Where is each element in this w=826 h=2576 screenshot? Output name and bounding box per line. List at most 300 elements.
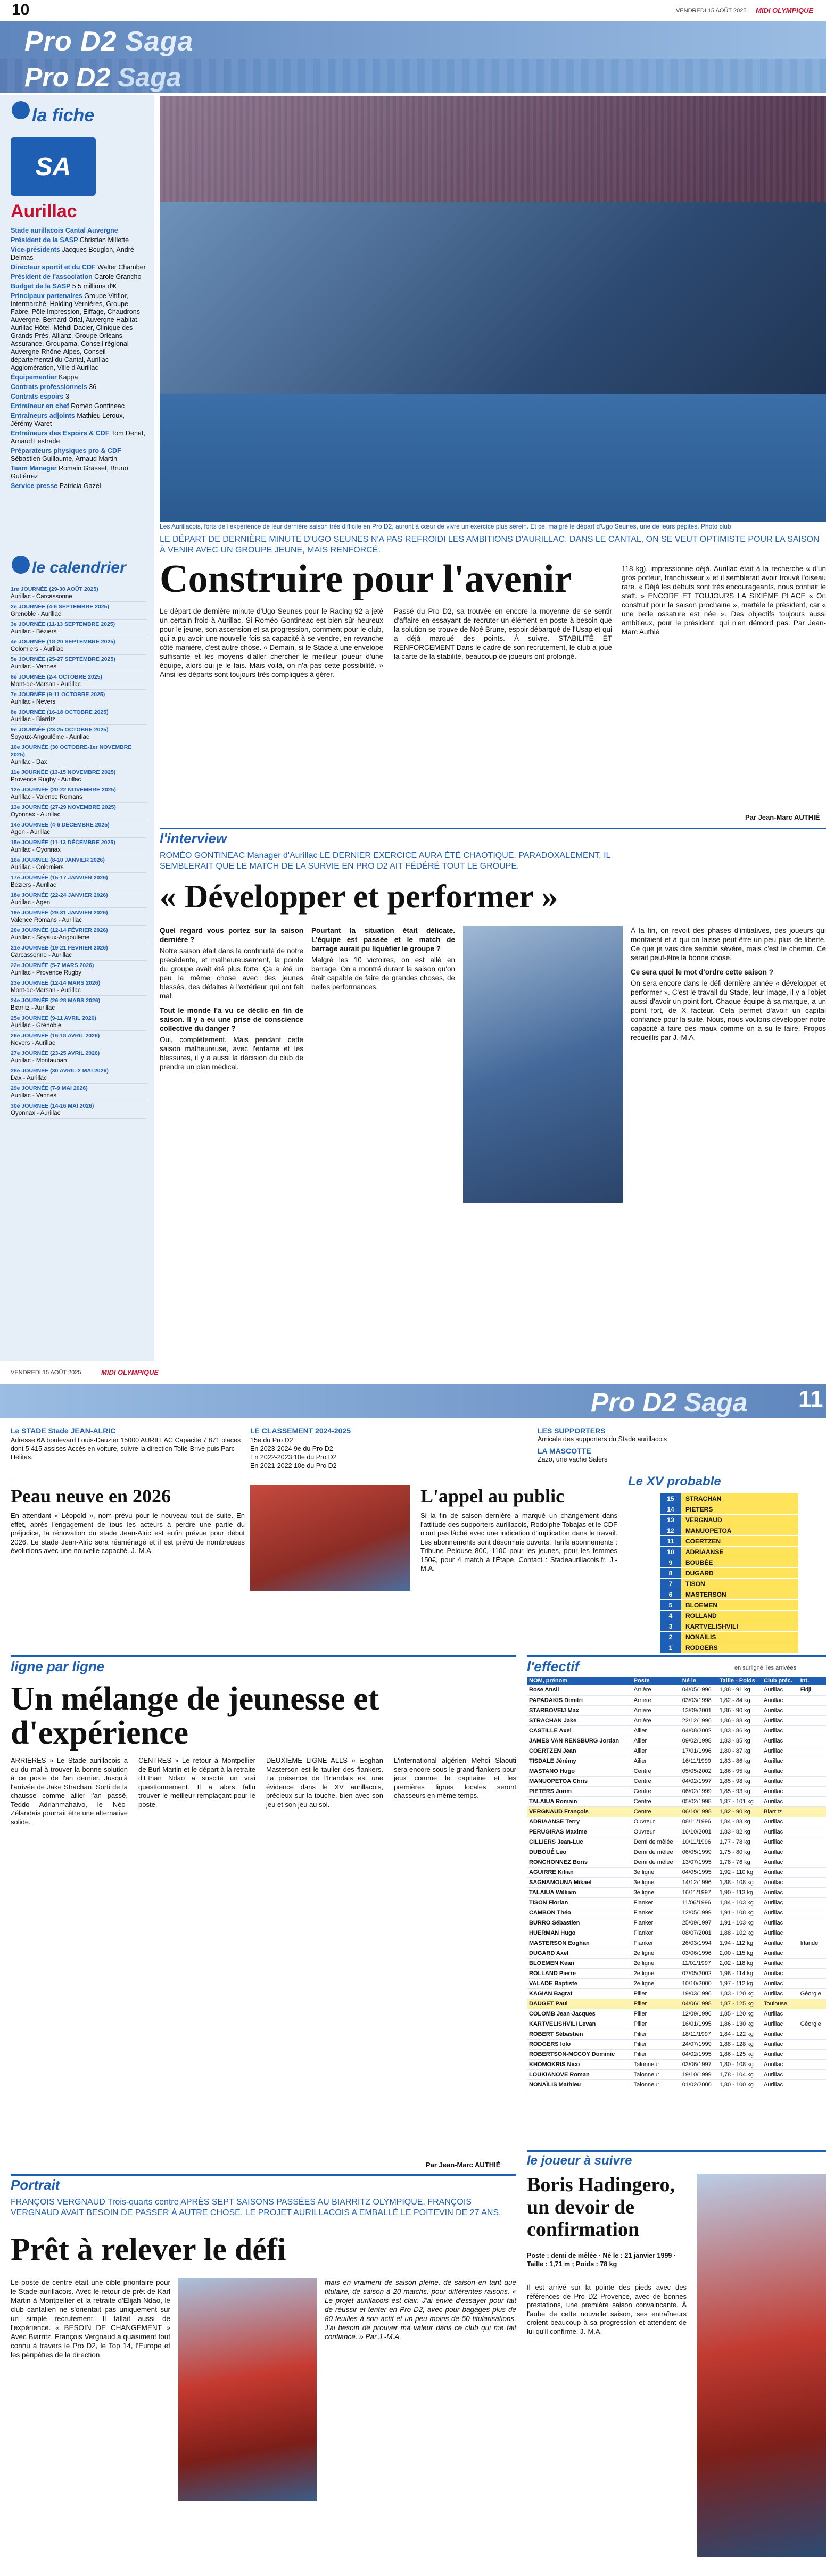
table-cell: 14/12/1996 bbox=[680, 1877, 717, 1887]
calendar-match: Aurillac - Colomiers bbox=[11, 864, 64, 871]
table-row bbox=[527, 1847, 826, 1857]
calendar-day: 1re JOURNÉE (29-30 AOÛT 2025) bbox=[11, 586, 98, 592]
effectif-header: Taille - Poids bbox=[717, 1677, 762, 1685]
calendar-match: Aurillac - Agen bbox=[11, 899, 51, 906]
table-cell: 11/06/1996 bbox=[680, 1897, 717, 1908]
table-row bbox=[527, 1705, 826, 1715]
fiche-item-label: Team Manager bbox=[11, 465, 59, 472]
table-cell: VERGNAUD François bbox=[527, 1806, 632, 1817]
table-cell bbox=[798, 1857, 826, 1867]
table-cell bbox=[798, 1968, 826, 1978]
calendar-row bbox=[11, 655, 146, 672]
table-cell: STRACHAN Jake bbox=[527, 1715, 632, 1725]
table-cell: 1,84 - 88 kg bbox=[717, 1817, 762, 1827]
table-cell bbox=[798, 2039, 826, 2049]
fiche-item bbox=[11, 465, 146, 481]
team-photo bbox=[160, 96, 826, 522]
table-cell: Demi de mêlée bbox=[632, 1847, 680, 1857]
table-cell: Talonneur bbox=[632, 2069, 680, 2079]
newspaper-name: MIDI OLYMPIQUE bbox=[756, 6, 814, 14]
xv-player: DUGARD bbox=[681, 1568, 798, 1578]
table-cell bbox=[798, 1746, 826, 1756]
table-row bbox=[527, 1887, 826, 1897]
table-cell: Centre bbox=[632, 1806, 680, 1817]
player-photo bbox=[697, 2174, 826, 2557]
table-cell: Centre bbox=[632, 1766, 680, 1776]
effectif-note: en surligné, les arrivées bbox=[734, 1665, 797, 1671]
table-cell: 3e ligne bbox=[632, 1887, 680, 1897]
table-cell: ROLLAND Pierre bbox=[527, 1968, 632, 1978]
calendar-match: Aurillac - Soyaux-Angoulême bbox=[11, 935, 90, 941]
calendar-match: Aurillac - Vannes bbox=[11, 1093, 57, 1099]
table-cell bbox=[798, 1978, 826, 1988]
table-cell: Pilier bbox=[632, 1999, 680, 2009]
calendar-row bbox=[11, 1013, 146, 1031]
xv-player: MASTERSON bbox=[681, 1589, 798, 1599]
table-row bbox=[527, 1978, 826, 1988]
calendar-match: Dax - Aurillac bbox=[11, 1075, 47, 1081]
xv-row bbox=[660, 1611, 798, 1621]
effectif-table-wrap bbox=[527, 1677, 826, 2090]
calendar-day: 7e JOURNÉE (9-11 OCTOBRE 2025) bbox=[11, 691, 105, 698]
effectif-header: Club préc. bbox=[762, 1677, 798, 1685]
table-cell: Pilier bbox=[632, 2009, 680, 2019]
interview-label: l'interview bbox=[160, 830, 227, 846]
fiche-item-label: Président de l'association bbox=[11, 273, 95, 280]
calendar-match: Nevers - Aurillac bbox=[11, 1040, 55, 1046]
table-cell: Aurillac bbox=[762, 1827, 798, 1837]
calendar-list bbox=[11, 584, 146, 1119]
table-cell: 12/05/1999 bbox=[680, 1908, 717, 1918]
xv-number: 13 bbox=[660, 1515, 681, 1525]
supporters-title: LES SUPPORTERS bbox=[538, 1426, 606, 1435]
table-cell bbox=[798, 1908, 826, 1918]
main-headline: Construire pour l'avenir bbox=[160, 557, 572, 601]
table-cell: Flanker bbox=[632, 1908, 680, 1918]
fiche-item bbox=[11, 383, 146, 391]
calendar-match: Aurillac - Oyonnax bbox=[11, 847, 61, 853]
question-4: Ce sera quoi le mot d'ordre cette saison ? bbox=[631, 968, 774, 976]
table-cell: DUBOUÉ Léo bbox=[527, 1847, 632, 1857]
table-cell: Ailier bbox=[632, 1756, 680, 1766]
table-cell: 2e ligne bbox=[632, 1948, 680, 1958]
calendar-row bbox=[11, 1066, 146, 1084]
table-cell bbox=[798, 2049, 826, 2059]
table-row bbox=[527, 1938, 826, 1948]
table-cell: 18/11/1997 bbox=[680, 2029, 717, 2039]
table-cell: 1,82 - 84 kg bbox=[717, 1695, 762, 1705]
stade-desc: Adresse 6A boulevard Louis-Dauzier 15000 AURILLAC Capacité 7 871 places dont 5 415 assises Accès en voiture, suivre la direction Tolle-Brive puis Parc Hélitas. bbox=[11, 1436, 241, 1461]
classement-list bbox=[250, 1436, 410, 1470]
table-cell: 1,88 - 128 kg bbox=[717, 2039, 762, 2049]
fiche-item-value: Patricia Gazel bbox=[59, 482, 101, 490]
effectif-table bbox=[527, 1677, 826, 2090]
interview-rule bbox=[160, 828, 826, 829]
table-cell: Aurillac bbox=[762, 2029, 798, 2039]
calendar-day: 27e JOURNÉE (23-25 AVRIL 2026) bbox=[11, 1050, 100, 1056]
xv-number: 4 bbox=[660, 1611, 681, 1621]
main-kicker: LE DÉPART DE DERNIÈRE MINUTE D'UGO SEUNES N'A PAS REFROIDI LES AMBITIONS D'AURILLAC. DANS LE CANTAL, ON SE VEUT OPTIMISTE POUR LA SAISON À VENIR AVEC UN GROUPE JEUNE, MAIS RENFORCÉ. bbox=[160, 535, 820, 555]
calendar-row bbox=[11, 961, 146, 978]
table-cell bbox=[798, 1736, 826, 1746]
table-cell: 1,86 - 88 kg bbox=[717, 1715, 762, 1725]
table-cell: KARTVELISHVILI Levan bbox=[527, 2019, 632, 2029]
question-3: Pourtant la situation était délicate. L'équipe est passée et le match de barrage aurait pu liquéfier le groupe ? bbox=[311, 927, 455, 953]
ligne-byline: Par Jean-Marc AUTHIÉ bbox=[426, 2161, 501, 2169]
table-cell: Centre bbox=[632, 1776, 680, 1786]
table-cell: COERTZEN Jean bbox=[527, 1746, 632, 1756]
table-cell: 1,86 - 95 kg bbox=[717, 1766, 762, 1776]
table-row bbox=[527, 2029, 826, 2039]
xv-row bbox=[660, 1621, 798, 1632]
fiche-item-value: Christian Millette bbox=[79, 236, 129, 244]
supporters-block bbox=[538, 1426, 814, 1464]
table-cell: PERUGIRAS Maxime bbox=[527, 1827, 632, 1837]
table-cell: HUERMAN Hugo bbox=[527, 1928, 632, 1938]
table-cell: NONAÏLIS Mathieu bbox=[527, 2079, 632, 2090]
calendar-day: 19e JOURNÉE (29-31 JANVIER 2026) bbox=[11, 910, 108, 916]
table-cell: 26/03/1994 bbox=[680, 1938, 717, 1948]
table-row bbox=[527, 2049, 826, 2059]
table-row bbox=[527, 1736, 826, 1746]
fiche-item bbox=[11, 246, 146, 262]
table-row bbox=[527, 1817, 826, 1827]
fiche-item-label: Stade aurillacois Cantal Auvergne bbox=[11, 227, 118, 234]
interview-col3 bbox=[631, 926, 826, 1042]
table-row bbox=[527, 1948, 826, 1958]
suivre-rule bbox=[527, 2150, 826, 2152]
fiche-item-label: Équipementier bbox=[11, 374, 59, 381]
effectif-header: Poste bbox=[632, 1677, 680, 1685]
effectif-header: Né le bbox=[680, 1677, 717, 1685]
calendar-day: 20e JOURNÉE (12-14 FÉVRIER 2026) bbox=[11, 927, 108, 934]
table-cell: 1,78 - 76 kg bbox=[717, 1857, 762, 1867]
table-cell: 1,90 - 113 kg bbox=[717, 1887, 762, 1897]
table-row bbox=[527, 2059, 826, 2069]
fiche-item bbox=[11, 227, 146, 235]
xv-number: 10 bbox=[660, 1547, 681, 1557]
table-cell: Aurillac bbox=[762, 1867, 798, 1877]
calendar-day: 9e JOURNÉE (23-25 OCTOBRE 2025) bbox=[11, 726, 109, 733]
table-row bbox=[527, 1988, 826, 1999]
fiche-item-value: Jacques Bouglon, André Delmas bbox=[11, 246, 134, 261]
table-cell: Géorgie bbox=[798, 1988, 826, 1999]
fiche-item-label: Entraîneurs adjoints bbox=[11, 412, 77, 419]
calendar-day: 16e JOURNÉE (8-10 JANVIER 2026) bbox=[11, 857, 105, 863]
stade-title: Le STADE Stade JEAN-ALRIC bbox=[11, 1426, 116, 1435]
portrait-label: Portrait bbox=[11, 2177, 60, 2193]
xv-number: 14 bbox=[660, 1504, 681, 1514]
classement-item: En 2021-2022 10e du Pro D2 bbox=[250, 1462, 337, 1469]
xv-player: ADRIAANSE bbox=[681, 1547, 798, 1557]
calendar-row bbox=[11, 1048, 146, 1066]
table-cell: Aurillac bbox=[762, 1725, 798, 1736]
table-row bbox=[527, 1837, 826, 1847]
table-cell: 1,78 - 104 kg bbox=[717, 2069, 762, 2079]
fiche-item-value: Sébastien Guillaume, Arnaud Martin bbox=[11, 455, 118, 463]
peau-title: Peau neuve en 2026 bbox=[11, 1485, 171, 1507]
calendar-day: 26e JOURNÉE (16-18 AVRIL 2026) bbox=[11, 1033, 100, 1039]
table-cell: Aurillac bbox=[762, 2009, 798, 2019]
table-cell: Aurillac bbox=[762, 1897, 798, 1908]
table-cell: Aurillac bbox=[762, 1918, 798, 1928]
table-cell bbox=[798, 1928, 826, 1938]
table-cell: Talonneur bbox=[632, 2079, 680, 2090]
table-cell: Aurillac bbox=[762, 2069, 798, 2079]
xv-player: PIETERS bbox=[681, 1504, 798, 1514]
table-cell bbox=[798, 1958, 826, 1968]
table-cell bbox=[798, 1948, 826, 1958]
table-cell: 04/02/1995 bbox=[680, 2049, 717, 2059]
xv-number: 11 bbox=[660, 1536, 681, 1546]
table-cell: 1,80 - 108 kg bbox=[717, 2059, 762, 2069]
table-cell: PAPADAKIS Dimitri bbox=[527, 1695, 632, 1705]
table-cell: 1,87 - 125 kg bbox=[717, 1999, 762, 2009]
fiche-list bbox=[11, 227, 146, 492]
appel-title: L'appel au public bbox=[420, 1485, 565, 1507]
fiche-item-value: Carole Grancho bbox=[94, 273, 142, 280]
xv-row bbox=[660, 1547, 798, 1557]
calendar-day: 4e JOURNÉE (18-20 SEPTEMBRE 2025) bbox=[11, 639, 115, 645]
club-logo: SA bbox=[11, 137, 96, 196]
appel-text: Si la fin de saison dernière a marqué un changement dans l'attitude des supporters aurillacois, Rodolphe Tobajas et le CDF n'ont pas lâché avec une indication d'implication dans le travail. Les abonnements sont désormais ouverts. Tarifs abonnements : Tribune Pelouse 80€, 110€ pour les jeunes, pour les femmes 150€, pour 4 match à l'Étape. Contact : Stadeaurillacois.fr. J.-M.A. bbox=[420, 1512, 617, 1572]
table-cell: Aurillac bbox=[762, 1736, 798, 1746]
portrait-rule bbox=[11, 2174, 516, 2176]
calendar-match: Aurillac - Béziers bbox=[11, 629, 57, 635]
fiche-item-value: 36 bbox=[89, 383, 97, 391]
table-cell: CILLIERS Jean-Luc bbox=[527, 1837, 632, 1847]
table-cell: TALAIUA Romain bbox=[527, 1796, 632, 1806]
calendar-match: Colomiers - Aurillac bbox=[11, 646, 64, 653]
table-row bbox=[527, 1908, 826, 1918]
table-cell bbox=[798, 1715, 826, 1725]
xv-row bbox=[660, 1642, 798, 1653]
table-cell: Aurillac bbox=[762, 1715, 798, 1725]
table-row bbox=[527, 1725, 826, 1736]
calendar-match: Aurillac - Dax bbox=[11, 759, 47, 765]
page-header bbox=[0, 0, 826, 21]
calendar-match: Mont-de-Marsan - Aurillac bbox=[11, 681, 81, 688]
table-cell: Biarritz bbox=[762, 1806, 798, 1817]
calendar-row bbox=[11, 672, 146, 690]
table-cell bbox=[798, 1877, 826, 1887]
table-cell: 03/03/1998 bbox=[680, 1695, 717, 1705]
fiche-item-label: Principaux partenaires bbox=[11, 292, 85, 300]
table-cell: Flanker bbox=[632, 1897, 680, 1908]
calendar-day: 15e JOURNÉE (11-13 DÉCEMBRE 2025) bbox=[11, 839, 115, 846]
table-cell: 1,82 - 90 kg bbox=[717, 1806, 762, 1817]
table-row bbox=[527, 2019, 826, 2029]
table-cell: 12/09/1996 bbox=[680, 2009, 717, 2019]
table-cell: Aurillac bbox=[762, 2049, 798, 2059]
calendar-day: 2e JOURNÉE (4-6 SEPTEMBRE 2025) bbox=[11, 604, 109, 610]
table-row bbox=[527, 2039, 826, 2049]
sidebar bbox=[0, 95, 154, 1361]
calendar-row bbox=[11, 926, 146, 943]
calendar-row bbox=[11, 890, 146, 908]
table-cell: 1,86 - 130 kg bbox=[717, 2019, 762, 2029]
table-cell: 08/11/1996 bbox=[680, 1817, 717, 1827]
page2-header bbox=[0, 1363, 826, 1384]
table-cell: Aurillac bbox=[762, 1877, 798, 1887]
table-cell: Ailier bbox=[632, 1746, 680, 1756]
table-cell bbox=[798, 1705, 826, 1715]
table-cell: Aurillac bbox=[762, 1786, 798, 1796]
table-cell: Aurillac bbox=[762, 1887, 798, 1897]
page2-date: VENDREDI 15 AOÛT 2025 bbox=[11, 1369, 81, 1376]
classement-item: 15e du Pro D2 bbox=[250, 1436, 293, 1444]
table-row bbox=[527, 2069, 826, 2079]
table-cell: 2e ligne bbox=[632, 1968, 680, 1978]
calendar-match: Aurillac - Valence Romans bbox=[11, 794, 82, 800]
table-cell bbox=[798, 2079, 826, 2090]
table-cell: 1,88 - 108 kg bbox=[717, 1877, 762, 1887]
table-cell: 04/08/2002 bbox=[680, 1725, 717, 1736]
manager-photo bbox=[463, 926, 623, 1203]
table-cell: 1,80 - 100 kg bbox=[717, 2079, 762, 2090]
table-cell: 03/06/1997 bbox=[680, 2059, 717, 2069]
calendar-match: Carcassonne - Aurillac bbox=[11, 952, 72, 959]
table-cell: Demi de mêlée bbox=[632, 1837, 680, 1847]
table-cell bbox=[798, 1817, 826, 1827]
vergnaud-photo bbox=[178, 2278, 317, 2501]
xv-row bbox=[660, 1515, 798, 1525]
xv-player: COERTZEN bbox=[681, 1536, 798, 1546]
main-byline: Par Jean-Marc AUTHIÉ bbox=[745, 813, 820, 821]
table-cell: Pilier bbox=[632, 1988, 680, 1999]
table-row bbox=[527, 1928, 826, 1938]
calendar-match: Soyaux-Angoulême - Aurillac bbox=[11, 734, 89, 740]
calendar-row bbox=[11, 707, 146, 725]
calendar-match: Aurillac - Nevers bbox=[11, 699, 56, 705]
calendar-match: Aurillac - Biarritz bbox=[11, 716, 55, 723]
table-cell: Aurillac bbox=[762, 1847, 798, 1857]
interview-col2 bbox=[311, 926, 455, 992]
classement-item: En 2023-2024 9e du Pro D2 bbox=[250, 1445, 333, 1452]
table-cell: 1,91 - 108 kg bbox=[717, 1908, 762, 1918]
ligne-label: ligne par ligne bbox=[11, 1658, 105, 1674]
table-cell: Arrière bbox=[632, 1705, 680, 1715]
calendar-row bbox=[11, 620, 146, 637]
table-cell: 1,87 - 101 kg bbox=[717, 1796, 762, 1806]
suivre-info: Poste : demi de mêlée · Né le : 21 janvier 1999 · Taille : 1,71 m ; Poids : 78 kg bbox=[527, 2252, 676, 2268]
table-cell: 2e ligne bbox=[632, 1978, 680, 1988]
table-cell: Ailier bbox=[632, 1736, 680, 1746]
calendar-day: 12e JOURNÉE (20-22 NOVEMBRE 2025) bbox=[11, 787, 116, 793]
fiche-item-value: Kappa bbox=[59, 374, 78, 381]
calendar-match: Grenoble - Aurillac bbox=[11, 611, 61, 617]
table-cell: 04/02/1997 bbox=[680, 1776, 717, 1786]
table-cell: Centre bbox=[632, 1796, 680, 1806]
fiche-item-label: Contrats professionnels bbox=[11, 383, 89, 391]
table-cell: 3e ligne bbox=[632, 1877, 680, 1887]
table-cell: Ouvreur bbox=[632, 1817, 680, 1827]
fiche-item-label: Directeur sportif et du CDF bbox=[11, 263, 98, 271]
xv-row bbox=[660, 1579, 798, 1589]
table-cell: Ouvreur bbox=[632, 1827, 680, 1837]
fiche-item-label: Entraîneurs des Espoirs & CDF bbox=[11, 430, 111, 437]
suivre-label: le joueur à suivre bbox=[527, 2153, 632, 2168]
table-cell: KAGIAN Bagrat bbox=[527, 1988, 632, 1999]
table-cell: COLOMB Jean-Jacques bbox=[527, 2009, 632, 2019]
table-row bbox=[527, 1877, 826, 1887]
table-cell bbox=[798, 1827, 826, 1837]
portrait-col2: mais en vraiment de saison pleine, de saison en tant que titulaire, de saison à 20 matchs, pour différentes raisons. « Le projet aurillacois est clair. J'ai envie d'essayer pour fait de réussir et tenter en Pro D2, avec pour bagages plus de 80 feuilles à son actif et un peu moins de 50 titularisations. J'ai besoin de prouver ma valeur dans ce club qui me fait confiance. » Par J.-M.A. bbox=[325, 2278, 516, 2341]
table-cell: Aurillac bbox=[762, 1817, 798, 1827]
table-cell: JAMES VAN RENSBURG Jordan bbox=[527, 1736, 632, 1746]
calendar-row bbox=[11, 803, 146, 820]
table-cell: RONCHONNEZ Boris bbox=[527, 1857, 632, 1867]
table-cell: 2,02 - 118 kg bbox=[717, 1958, 762, 1968]
xv-number: 7 bbox=[660, 1579, 681, 1589]
table-cell: Aurillac bbox=[762, 1837, 798, 1847]
table-cell: Aurillac bbox=[762, 1695, 798, 1705]
table-cell: 1,97 - 112 kg bbox=[717, 1978, 762, 1988]
table-cell: 1,85 - 98 kg bbox=[717, 1776, 762, 1786]
ligne-col4: L'international algérien Mehdi Slaouti sera encore sous le grand flankers pour jeux comme le capitaine et les premières lignes locales seront chasseurs en même temps. bbox=[394, 1756, 516, 1799]
xv-row bbox=[660, 1504, 798, 1515]
calendar-row bbox=[11, 785, 146, 803]
table-cell: 10/11/1996 bbox=[680, 1837, 717, 1847]
fiche-item-value: Romain Grasset, Bruno Gutiérrez bbox=[11, 465, 128, 480]
table-cell bbox=[798, 1999, 826, 2009]
xv-list bbox=[660, 1493, 798, 1653]
table-row bbox=[527, 1897, 826, 1908]
table-cell: 13/09/2001 bbox=[680, 1705, 717, 1715]
ligne-col2: CENTRES » Le retour à Montpellier de Burl Martin et le départ à la retraite d'Ethan Ndao a suscité un vrai questionnement. Il a alors fallu trouver le meilleur remplaçant pour le poste. bbox=[138, 1756, 255, 1809]
table-cell bbox=[798, 1918, 826, 1928]
table-cell: 2e ligne bbox=[632, 1958, 680, 1968]
table-cell: ROBERT Sébastien bbox=[527, 2029, 632, 2039]
xv-number: 3 bbox=[660, 1621, 681, 1631]
xv-row bbox=[660, 1493, 798, 1504]
table-cell: 1,88 - 91 kg bbox=[717, 1685, 762, 1695]
fiche-item-label: Préparateurs physiques pro & CDF bbox=[11, 447, 121, 455]
table-cell: 2,00 - 115 kg bbox=[717, 1948, 762, 1958]
table-cell: 1,85 - 93 kg bbox=[717, 1786, 762, 1796]
fiche-item-label: Vice-présidents bbox=[11, 246, 62, 253]
table-row bbox=[527, 1746, 826, 1756]
table-cell bbox=[798, 2069, 826, 2079]
question-1: Quel regard vous portez sur la saison dernière ? bbox=[160, 927, 303, 944]
table-cell: STARBOVEIJ Max bbox=[527, 1705, 632, 1715]
table-cell: 1,85 - 120 kg bbox=[717, 2009, 762, 2019]
table-cell: Flanker bbox=[632, 1918, 680, 1928]
calendar-row bbox=[11, 1084, 146, 1101]
calendar-day: 17e JOURNÉE (15-17 JANVIER 2026) bbox=[11, 874, 108, 881]
calendar-match: Biarritz - Aurillac bbox=[11, 1005, 55, 1011]
xv-number: 8 bbox=[660, 1568, 681, 1578]
interview-col3-text: À la fin, on revoit des phases d'initiatives, des joueurs qui montaient et à qui on laisse peut-être un peu plus de liberté. Ce que je vais dire semble sévère, mais c'est le chemin. Ce serait peut-être la bonne chose. bbox=[631, 927, 826, 962]
fiche-item-label: Service presse bbox=[11, 482, 60, 490]
xv-number: 5 bbox=[660, 1600, 681, 1610]
xv-row bbox=[660, 1557, 798, 1568]
table-cell: Aurillac bbox=[762, 2059, 798, 2069]
table-cell: Géorgie bbox=[798, 2019, 826, 2029]
table-row bbox=[527, 1766, 826, 1776]
xv-row bbox=[660, 1632, 798, 1642]
calendar-row bbox=[11, 690, 146, 707]
calendar-row bbox=[11, 943, 146, 961]
page2-paper: MIDI OLYMPIQUE bbox=[101, 1368, 159, 1376]
table-cell: 09/02/1998 bbox=[680, 1736, 717, 1746]
fiche-item bbox=[11, 412, 146, 428]
table-cell: Aurillac bbox=[762, 2019, 798, 2029]
table-cell bbox=[798, 1867, 826, 1877]
calendar-day: 23e JOURNÉE (12-14 MARS 2026) bbox=[11, 980, 101, 986]
calendar-day: 3e JOURNÉE (11-13 SEPTEMBRE 2025) bbox=[11, 621, 115, 628]
mascotte-title: LA MASCOTTE bbox=[538, 1447, 591, 1455]
